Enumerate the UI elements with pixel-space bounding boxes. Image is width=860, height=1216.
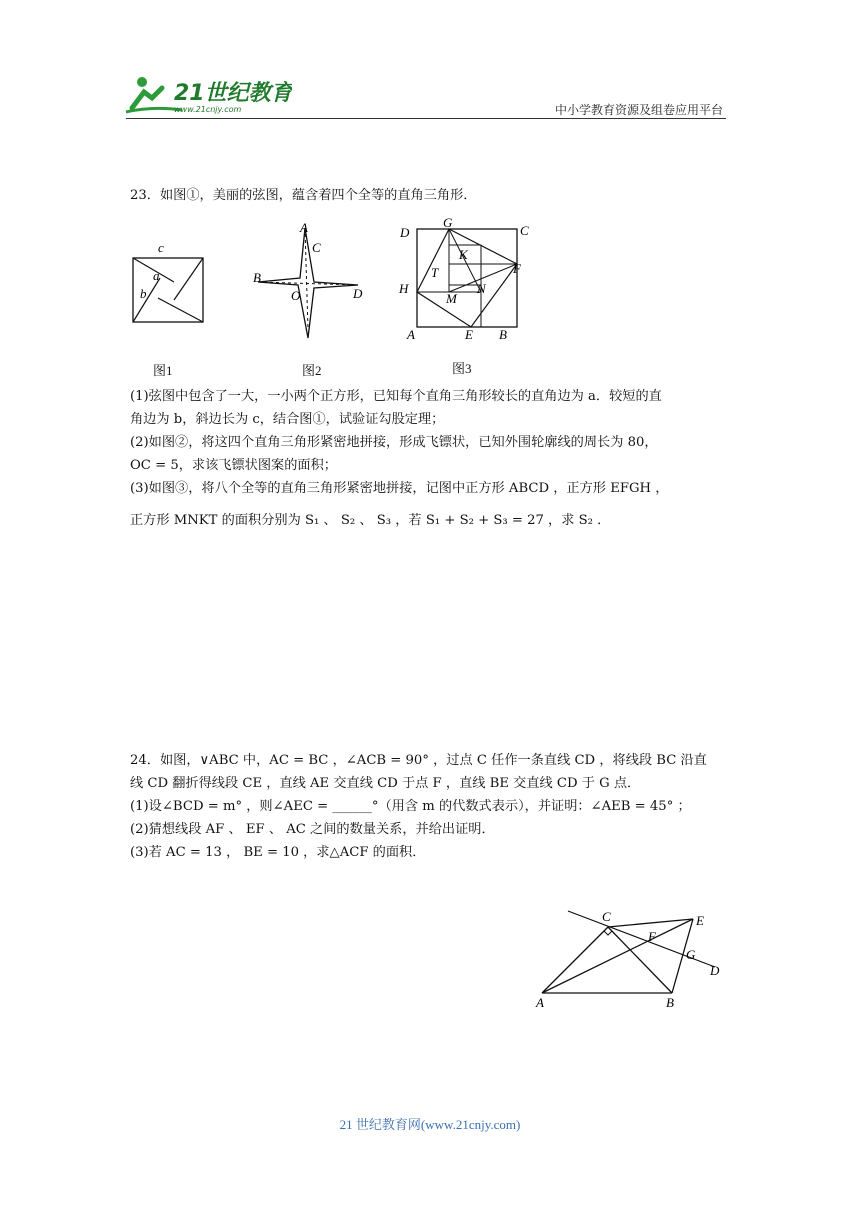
logo-url: www.21cnjy.com (174, 105, 242, 114)
q23-part2-line1: (2)如图②，将这四个直角三角形紧密地拼接，形成飞镖状，已知外围轮廓线的周长为 80， (130, 435, 658, 450)
fig3-label-N: N (477, 281, 486, 296)
fig3-label-F: F (513, 261, 521, 276)
fig3-label-E: E (465, 327, 473, 342)
fig3-label-B: B (499, 327, 507, 342)
figure-1 (128, 238, 210, 332)
figure-2 (250, 220, 370, 354)
fig3-label-H: H (399, 281, 409, 296)
q23-part1-line1: (1)弦图中包含了一大，一小两个正方形，已知每个直角三角形较长的直角边为 a．较短的直 (130, 389, 662, 404)
fig2-label-A: A (300, 220, 308, 235)
q24-label-F: F (648, 929, 656, 944)
fig1-caption: 图1 (153, 363, 173, 378)
q23-part1-line2: 角边为 b，斜边长为 c，结合图①，试验证勾股定理； (130, 412, 445, 427)
q23-part3-line1: (3)如图③，将八个全等的直角三角形紧密地拼接，记图中正方形 ABCD ，正方形 EFGH ， (130, 481, 669, 496)
q24-label-G: G (686, 947, 696, 962)
q24-line5: (3)若 AC = 13 ， BE = 10 ，求△ACF 的面积． (130, 845, 426, 860)
fig3-label-T: T (431, 265, 439, 280)
q23-part2-line2: OC = 5，求该飞镖状图案的面积； (130, 458, 337, 473)
fig3-label-M: M (446, 291, 457, 306)
q23-part3-line2: 正方形 MNKT 的面积分别为 S₁ 、 S₂ 、 S₃ ，若 S₁ + S₂ + S₃ = 27 ，求 S₂ ． (130, 513, 611, 528)
q24-line3: (1)设∠BCD = m° ，则∠AEC = ______°（用含 m 的代数式表示），并证明：∠AEB = 45° ； (130, 799, 691, 814)
figure-3 (395, 215, 535, 349)
q24-label-B: B (666, 995, 674, 1010)
fig3-label-C: C (520, 223, 529, 238)
q24-label-E: E (696, 913, 704, 928)
platform-name: 中小学教育资源及组卷应用平台 (554, 103, 723, 117)
q24-line4: (2)猜想线段 AF 、 EF 、 AC 之间的数量关系，并给出证明． (130, 822, 495, 837)
q24-label-D: D (710, 963, 720, 978)
fig2-caption: 图2 (302, 363, 322, 378)
q24-line2: 线 CD 翻折得线段 CE ，直线 AE 交直线 CD 于点 F ，直线 BE 交直线 CD 于 G 点． (130, 776, 641, 791)
fig1-label-c: c (158, 240, 164, 255)
fig3-label-D: D (400, 225, 410, 240)
fig3-label-G: G (443, 215, 453, 230)
fig2-label-O: O (291, 288, 301, 303)
logo-text: 21世纪教育 (174, 81, 292, 106)
q24-line1: 24．如图，∨ABC 中，AC = BC ，∠ACB = 90° ，过点 C 任作一条直线 CD ，将线段 BC 沿直 (130, 753, 707, 768)
fig2-label-D: D (353, 286, 363, 301)
fig1-label-b: b (140, 286, 147, 301)
site-logo (122, 68, 292, 118)
fig2-label-C: C (312, 240, 321, 255)
footer-link[interactable]: 21 世纪教育网(www.21cnjy.com) (339, 1117, 521, 1132)
fig3-label-A: A (407, 327, 415, 342)
q24-figure (530, 905, 730, 1019)
fig3-label-K: K (459, 247, 468, 262)
q24-label-A: A (536, 995, 544, 1010)
q24-label-C: C (602, 909, 611, 924)
q23-title: 23．如图①，美丽的弦图，蕴含着四个全等的直角三角形． (130, 188, 477, 203)
header-divider (126, 118, 726, 119)
fig3-caption: 图3 (452, 361, 472, 376)
fig1-label-a: a (153, 268, 160, 283)
fig2-label-B: B (253, 270, 261, 285)
